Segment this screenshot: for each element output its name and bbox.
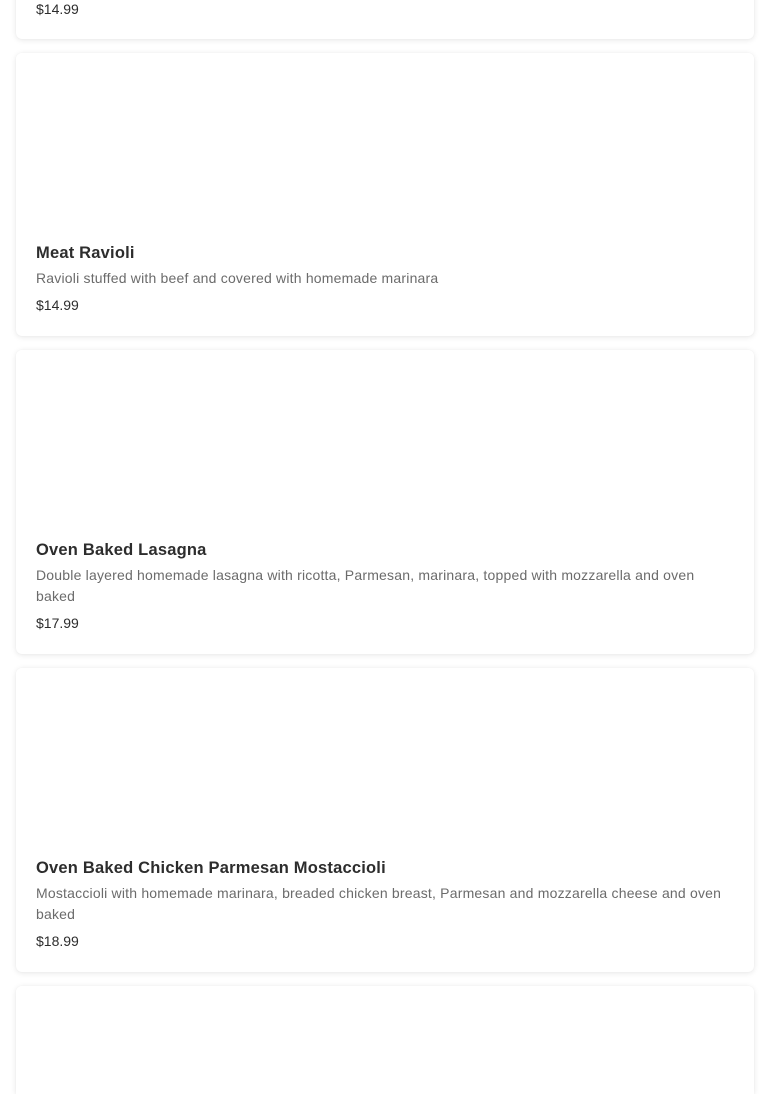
menu-item-name: Oven Baked Chicken Parmesan Mostaccioli [36,859,386,877]
menu-item-price: $14.99 [36,297,79,313]
menu-item-card[interactable] [16,668,754,972]
menu-item-price: $18.99 [36,933,79,949]
menu-item-description: Mostaccioli with homemade marinara, breaded chicken breast, Parmesan and mozzarella cheese and oven baked [36,885,722,922]
menu-item-card[interactable] [16,350,754,654]
menu-item-description: Ravioli stuffed with beef and covered with homemade marinara [36,270,439,286]
menu-item-card[interactable] [16,53,754,336]
menu-item-card[interactable] [16,0,754,39]
menu-item-image [16,350,754,530]
menu-item-image [16,53,754,233]
menu-item-image [16,668,754,848]
menu-item-price: $14.99 [36,1,79,17]
menu-item-name: Meat Ravioli [36,244,135,262]
menu-item-image [16,986,754,1094]
menu-item-price: $17.99 [36,615,79,631]
menu-item-name: Oven Baked Lasagna [36,541,207,559]
menu-item-description: Double layered homemade lasagna with ricotta, Parmesan, marinara, topped with mozzarella and oven baked [36,567,695,604]
menu-item-card[interactable] [16,986,754,1094]
